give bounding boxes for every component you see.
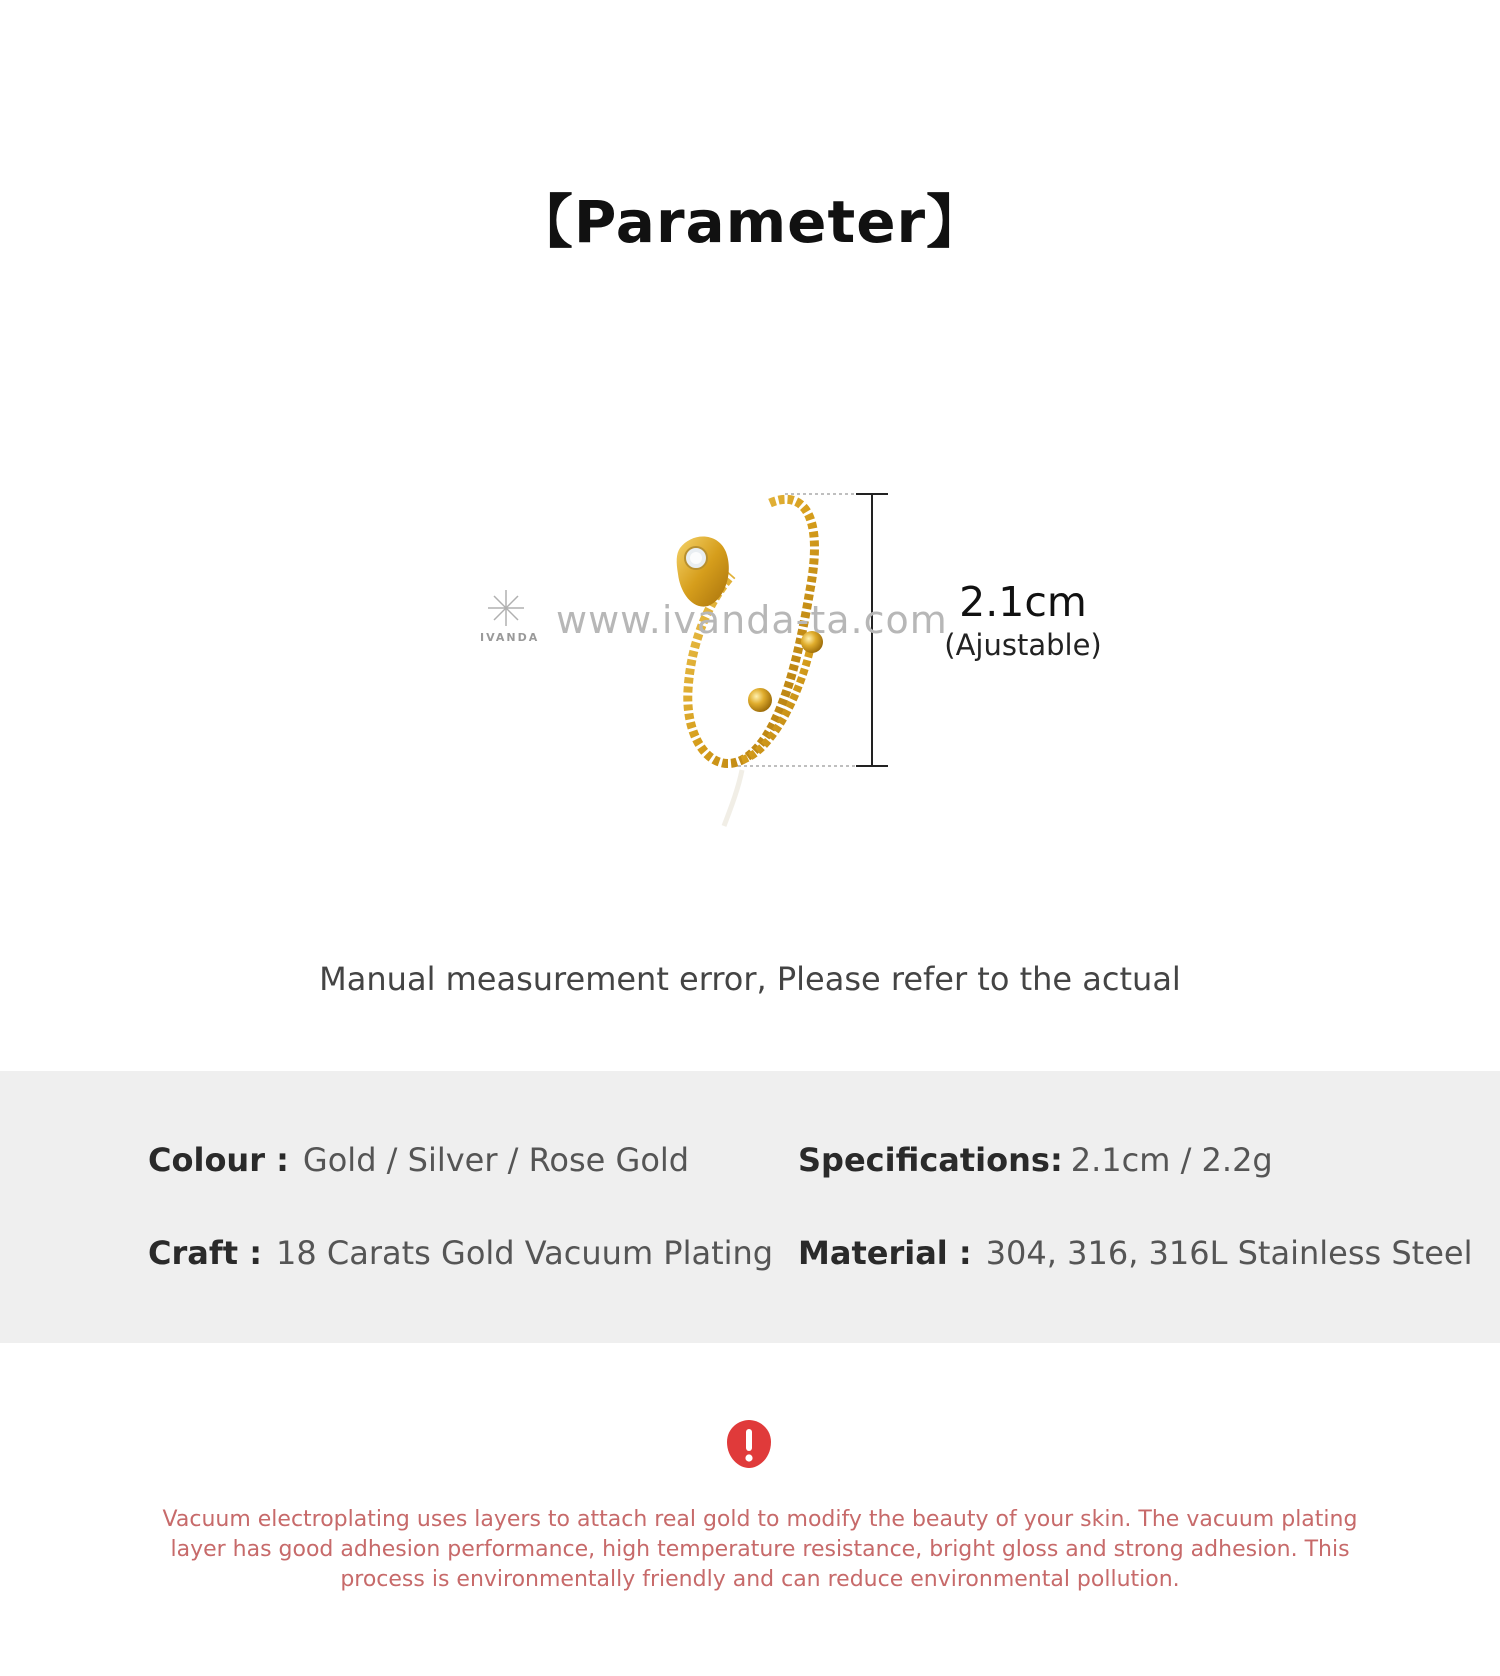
- exclamation-shield-icon: [725, 1418, 773, 1470]
- watermark-url: www.ivanda-ta.com: [556, 598, 948, 642]
- spec-colour: [148, 1141, 689, 1179]
- dimension-value: 2.1cm: [959, 578, 1087, 626]
- spec-material-label: Material :: [798, 1234, 972, 1272]
- spec-specifications: [798, 1141, 1273, 1179]
- watermark-brand: IVANDA: [480, 631, 540, 644]
- spec-colour-value: Gold / Silver / Rose Gold: [302, 1141, 690, 1179]
- measurement-note: Manual measurement error, Please refer to the actual: [319, 960, 1181, 998]
- spec-specifications-value: 2.1cm / 2.2g: [1070, 1141, 1273, 1179]
- dimension-note: (Ajustable): [944, 628, 1102, 662]
- watermark-logo-icon: [488, 590, 524, 626]
- spec-specifications-label: Specifications:: [798, 1141, 1063, 1179]
- product-figure: [480, 470, 1130, 860]
- spec-material: [798, 1234, 1472, 1272]
- spec-colour-label: Colour :: [148, 1141, 289, 1179]
- ring-illustration: [480, 470, 1130, 860]
- spec-panel: [0, 1071, 1500, 1343]
- spec-craft: [148, 1234, 773, 1272]
- page-title: 【Parameter】: [514, 188, 986, 256]
- spec-craft-value: 18 Carats Gold Vacuum Plating: [276, 1234, 774, 1272]
- spec-craft-label: Craft :: [148, 1234, 263, 1272]
- spec-material-value: 304, 316, 316L Stainless Steel: [985, 1234, 1473, 1272]
- plating-warning-text: Vacuum electroplating uses layers to attach real gold to modify the beauty of your skin. The vacuum plating layer has good adhesion performance, high temperature resistance, bright gloss and strong adhesion. This process is environmentally friendly and can reduce environmental pollution.: [162, 1507, 1358, 1592]
